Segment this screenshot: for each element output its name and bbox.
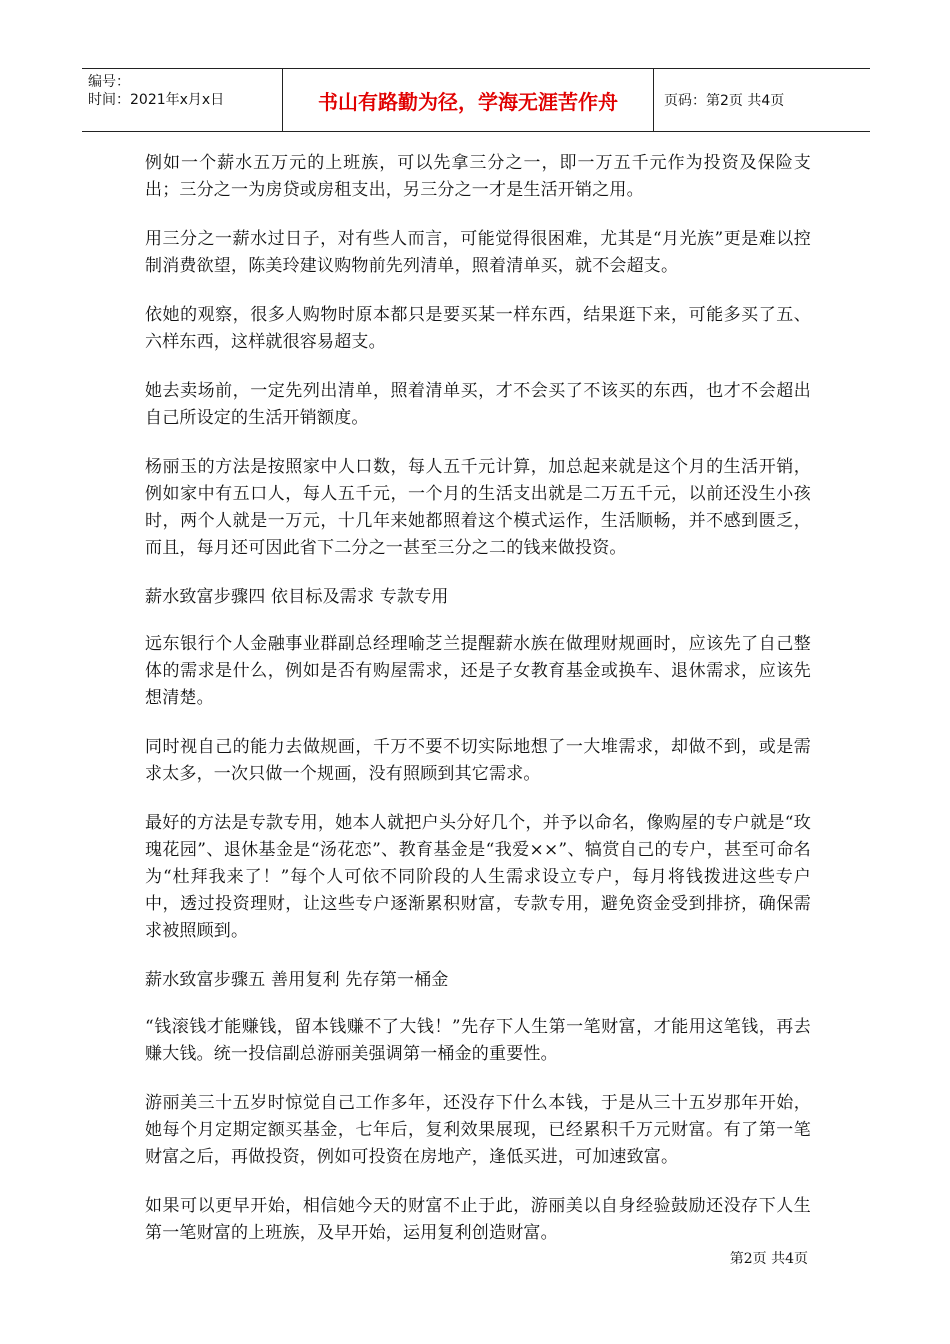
page-header xyxy=(82,68,870,132)
paragraph: 同时视自己的能力去做规画，千万不要不切实际地想了一大堆需求，却做不到，或是需求太多，一次只做一个规画，没有照顾到其它需求。 xyxy=(145,737,811,784)
paragraph: 最好的方法是专款专用，她本人就把户头分好几个，并予以命名，像购屋的专户就是“玫瑰花园”、退休基金是“汤花恋”、教育基金是“我爱××”、犒赏自己的专户，甚至可命名为“杜拜我来了！”每个人可依不同阶段的人生需求设立专户，每月将钱拨进这些专户中，透过投资理财，让这些专户逐渐累积财富，专款专用，避免资金受到排挤，确保需求被照顾到。 xyxy=(145,813,811,941)
page-footer: 第2页 共4页 xyxy=(729,1251,808,1267)
paragraph: 游丽美三十五岁时惊觉自己工作多年，还没存下什么本钱，于是从三十五岁那年开始，她每个月定期定额买基金，七年后，复利效果展现，已经累积千万元财富。有了第一笔财富之后，再做投资，例如可投资在房地产，逢低买进，可加速致富。 xyxy=(145,1093,811,1167)
document-body xyxy=(145,150,811,1269)
section-heading: 薪水致富步骤四 依目标及需求 专款专用 xyxy=(145,587,449,607)
paragraph: 如果可以更早开始，相信她今天的财富不止于此，游丽美以自身经验鼓励还没存下人生第一笔财富的上班族，及早开始，运用复利创造财富。 xyxy=(145,1196,811,1243)
paragraph: 远东银行个人金融事业群副总经理喻芝兰提醒薪水族在做理财规画时，应该先了自己整体的需求是什么，例如是否有购屋需求，还是子女教育基金或换车、退休需求，应该先想清楚。 xyxy=(145,634,811,708)
paragraph: 杨丽玉的方法是按照家中人口数，每人五千元计算，加总起来就是这个月的生活开销，例如家中有五口人，每人五千元，一个月的生活支出就是二万五千元，以前还没生小孩时，两个人就是一万元，十几年来她都照着这个模式运作，生活顺畅，并不感到匮乏，而且，每月还可因此省下二分之一甚至三分之二的钱来做投资。 xyxy=(145,457,811,558)
header-meta xyxy=(82,69,282,131)
paragraph: 例如一个薪水五万元的上班族，可以先拿三分之一，即一万五千元作为投资及保险支出；三分之一为房贷或房租支出，另三分之一才是生活开销之用。 xyxy=(145,153,811,200)
paragraph: 依她的观察，很多人购物时原本都只是要买某一样东西，结果逛下来，可能多买了五、六样东西，这样就很容易超支。 xyxy=(145,305,811,352)
header-motto: 书山有路勤为径，学海无涯苦作舟 xyxy=(282,69,654,131)
document-number-label: 编号： xyxy=(88,74,130,90)
paragraph: 她去卖场前，一定先列出清单，照着清单买，才不会买了不该买的东西，也才不会超出自己所设定的生活开销额度。 xyxy=(145,381,811,428)
paragraph: 用三分之一薪水过日子，对有些人而言，可能觉得很困难，尤其是“月光族”更是难以控制消费欲望，陈美玲建议购物前先列清单，照着清单买，就不会超支。 xyxy=(145,229,811,276)
section-heading: 薪水致富步骤五 善用复利 先存第一桶金 xyxy=(145,970,449,990)
header-page-number: 页码：第2页 共4页 xyxy=(664,93,785,109)
date-label: 时间：2021年x月x日 xyxy=(88,92,225,108)
paragraph: “钱滚钱才能赚钱，留本钱赚不了大钱！”先存下人生第一笔财富，才能用这笔钱，再去赚大钱。统一投信副总游丽美强调第一桶金的重要性。 xyxy=(145,1017,811,1064)
